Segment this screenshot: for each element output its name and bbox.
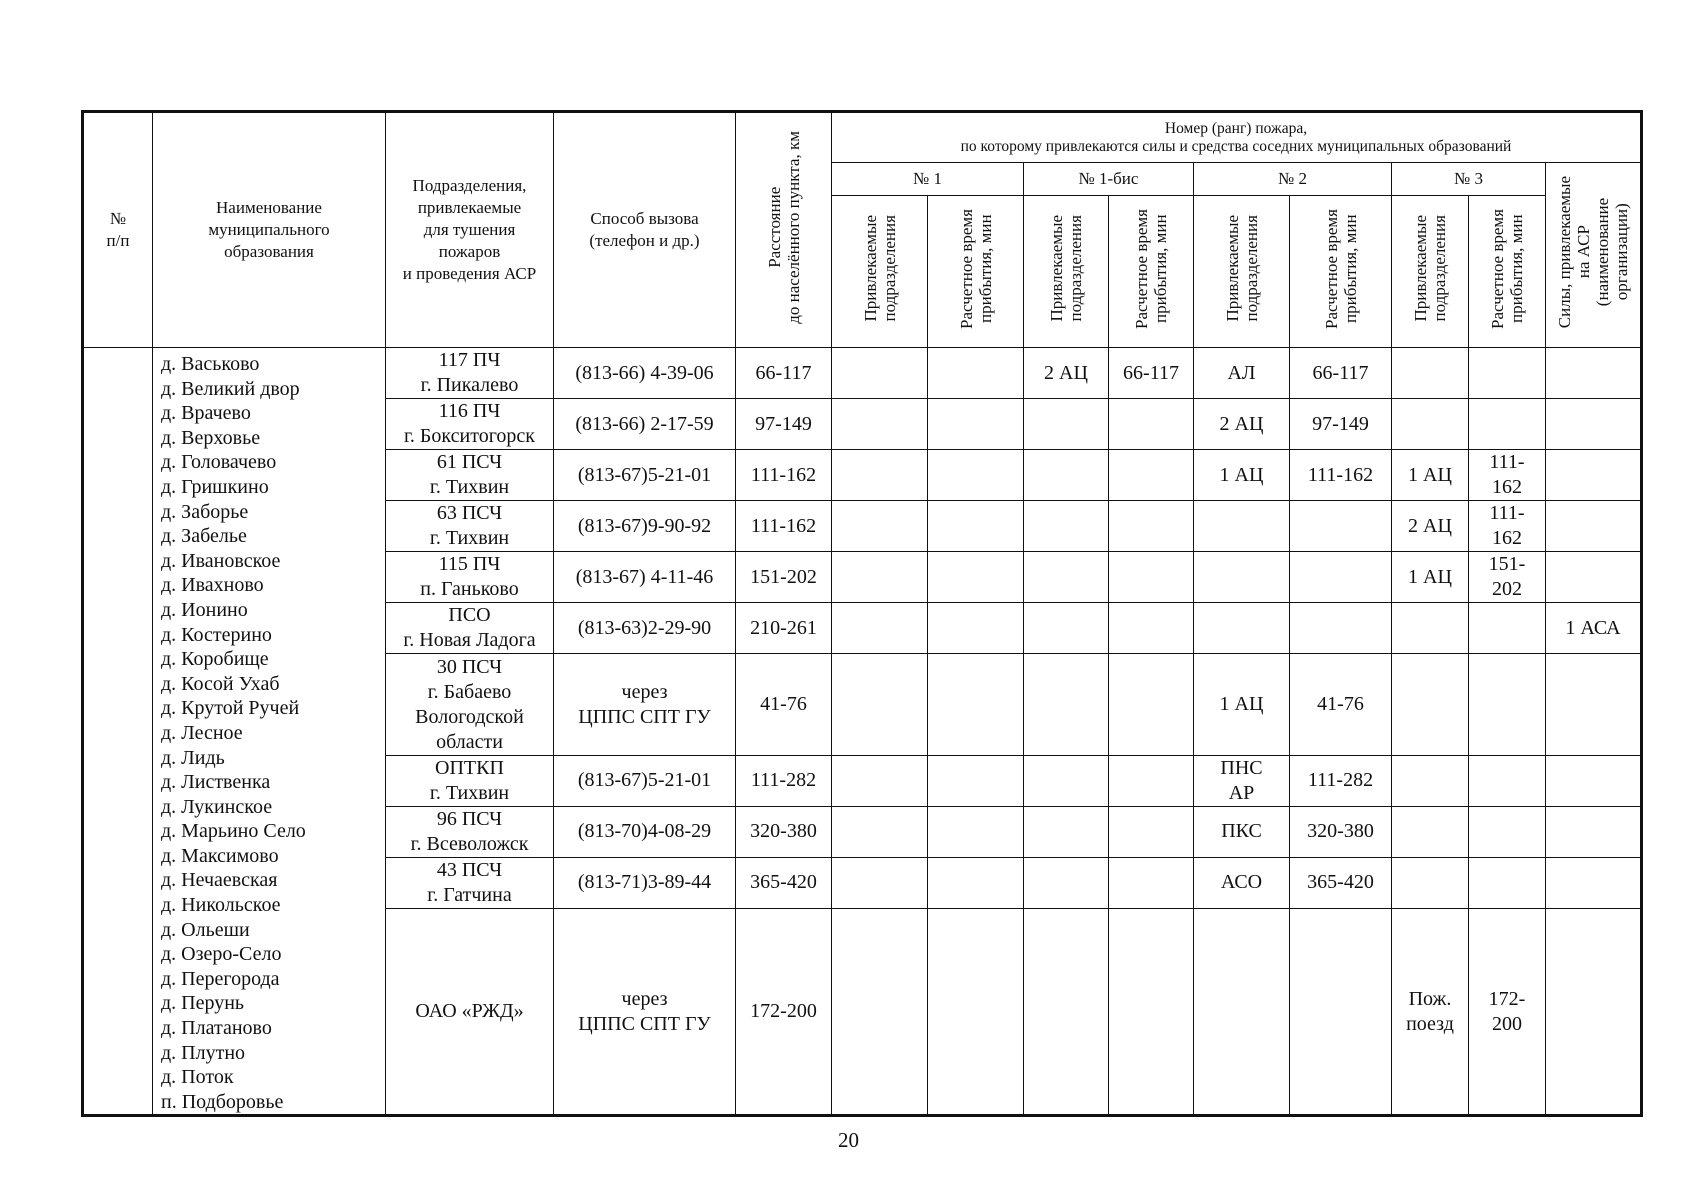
distance-cell: 41-76: [736, 654, 832, 755]
municipality-name: д. Поток: [161, 1066, 234, 1089]
unit-cell: 61 ПСЧ г. Тихвин: [386, 450, 554, 501]
rank-cell: [928, 806, 1024, 857]
fire-forces-table: [81, 110, 1643, 1117]
rank-cell: [928, 399, 1024, 450]
unit-cell: 116 ПЧ г. Бокситогорск: [386, 399, 554, 450]
unit-cell: 30 ПСЧ г. Бабаево Вологодской области: [386, 654, 554, 755]
municipality-name: д. Коробище: [161, 648, 269, 671]
municipality-name: д. Ионино: [161, 598, 248, 621]
unit-cell: 117 ПЧ г. Пикалево: [386, 348, 554, 399]
municipality-name: д. Ольеши: [161, 918, 250, 941]
call-method-cell: (813-67)5-21-01: [554, 450, 736, 501]
rank-cell: [928, 450, 1024, 501]
header-asr-forces: Силы, привлекаемые на АСР (наименование организации): [1546, 163, 1642, 348]
header-units: Подразделения, привлекаемые для тушения пожаров и проведения АСР: [386, 112, 554, 348]
rank-cell: [1109, 806, 1194, 857]
distance-cell: 97-149: [736, 399, 832, 450]
header-arrival-time: Расчетное время прибытия, мин: [928, 196, 1024, 348]
rank-cell: [1109, 908, 1194, 1116]
rank-cell: [1290, 908, 1392, 1116]
rank-cell: [1109, 654, 1194, 755]
municipality-name: д. Васьково: [161, 353, 260, 375]
municipality-name: д. Перунь: [161, 992, 245, 1015]
rank-cell: [1194, 603, 1290, 654]
call-method-cell: через ЦППС СПТ ГУ: [554, 654, 736, 755]
rank-cell: [832, 908, 928, 1116]
municipality-name: д. Головачево: [161, 451, 277, 474]
rank-cell: [1469, 654, 1546, 755]
municipality-name: п. Подборовье: [161, 1090, 284, 1113]
municipality-name: д. Лукинское: [161, 795, 273, 818]
distance-cell: 111-282: [736, 755, 832, 806]
rank-cell: [1469, 603, 1546, 654]
rank-cell: [1469, 348, 1546, 399]
municipality-name: д. Озеро-Село: [161, 943, 282, 966]
rank-cell: [1194, 552, 1290, 603]
rank-cell: [1392, 806, 1469, 857]
municipality-name: д. Забелье: [161, 525, 247, 548]
header-arrival-time: Расчетное время прибытия, мин: [1109, 196, 1194, 348]
municipality-name: д. Ивановское: [161, 549, 281, 572]
rank-cell: 2 АЦ: [1392, 501, 1469, 552]
rank-cell: [1392, 857, 1469, 908]
rank-cell: 111- 162: [1469, 501, 1546, 552]
rank-cell: 1 АЦ: [1194, 450, 1290, 501]
table-row: [83, 348, 1642, 399]
rank-cell: [1109, 552, 1194, 603]
rank-cell: [1392, 348, 1469, 399]
rank-cell: [1024, 857, 1109, 908]
rank-cell: [1469, 806, 1546, 857]
distance-cell: 365-420: [736, 857, 832, 908]
distance-cell: 66-117: [736, 348, 832, 399]
header-attached-units: Привлекаемые подразделения: [1392, 196, 1469, 348]
header-group-1bis: № 1-бис: [1024, 163, 1194, 196]
rank-cell: [1546, 806, 1642, 857]
call-method-cell: (813-67) 4-11-46: [554, 552, 736, 603]
municipality-name: д. Великий двор: [161, 377, 300, 400]
rank-cell: [832, 552, 928, 603]
rank-cell: [1290, 603, 1392, 654]
rank-cell: [928, 501, 1024, 552]
rank-cell: [1024, 654, 1109, 755]
rank-cell: [1546, 552, 1642, 603]
rank-cell: 1 АСА: [1546, 603, 1642, 654]
rank-cell: 1 АЦ: [1392, 552, 1469, 603]
rank-cell: [928, 857, 1024, 908]
municipality-name: д. Плутно: [161, 1041, 246, 1064]
rank-cell: [1290, 552, 1392, 603]
unit-cell: 43 ПСЧ г. Гатчина: [386, 857, 554, 908]
header-number: № п/п: [83, 112, 153, 348]
unit-cell: ОПТКП г. Тихвин: [386, 755, 554, 806]
rank-cell: [832, 603, 928, 654]
rank-cell: 41-76: [1290, 654, 1392, 755]
municipality-name: д. Костерино: [161, 623, 272, 646]
rank-cell: 320-380: [1290, 806, 1392, 857]
distance-cell: 172-200: [736, 908, 832, 1116]
distance-cell: 111-162: [736, 450, 832, 501]
header-group-2: № 2: [1194, 163, 1392, 196]
rank-cell: 2 АЦ: [1194, 399, 1290, 450]
rank-cell: [1024, 552, 1109, 603]
header-attached-units: Привлекаемые подразделения: [832, 196, 928, 348]
call-method-cell: (813-66) 2-17-59: [554, 399, 736, 450]
rank-cell: [1024, 755, 1109, 806]
rank-cell: [1109, 755, 1194, 806]
rank-cell: 365-420: [1290, 857, 1392, 908]
rank-cell: [1546, 755, 1642, 806]
rank-cell: [928, 908, 1024, 1116]
rank-cell: [1392, 603, 1469, 654]
rank-cell: [1194, 501, 1290, 552]
rank-cell: 66-117: [1109, 348, 1194, 399]
header-fire-rank: Номер (ранг) пожара, по которому привлекаются силы и средства соседних муниципальных образований: [832, 112, 1642, 163]
rank-cell: АЛ: [1194, 348, 1290, 399]
rank-cell: [1024, 806, 1109, 857]
rank-cell: 66-117: [1290, 348, 1392, 399]
rank-cell: [928, 654, 1024, 755]
rank-cell: [1392, 654, 1469, 755]
rank-cell: [832, 654, 928, 755]
distance-cell: 320-380: [736, 806, 832, 857]
rank-cell: [1109, 450, 1194, 501]
rank-cell: [1024, 908, 1109, 1116]
municipality-name: д. Крутой Ручей: [161, 697, 300, 720]
rank-cell: [1024, 501, 1109, 552]
rank-cell: [832, 399, 928, 450]
rank-cell: [832, 755, 928, 806]
rank-cell: [1469, 399, 1546, 450]
header-call-method: Способ вызова (телефон и др.): [554, 112, 736, 348]
header-attached-units: Привлекаемые подразделения: [1194, 196, 1290, 348]
rank-cell: [1024, 399, 1109, 450]
municipality-name: д. Платаново: [161, 1017, 272, 1040]
rank-cell: 1 АЦ: [1392, 450, 1469, 501]
rank-cell: [832, 806, 928, 857]
header-municipality: Наименование муниципального образования: [153, 112, 386, 348]
call-method-cell: (813-67)9-90-92: [554, 501, 736, 552]
rank-cell: 2 АЦ: [1024, 348, 1109, 399]
municipality-name: д. Заборье: [161, 500, 249, 523]
rank-cell: [1546, 501, 1642, 552]
municipality-name: д. Марьино Село: [161, 820, 306, 843]
municipality-name: д. Нечаевская: [161, 869, 278, 892]
call-method-cell: (813-63)2-29-90: [554, 603, 736, 654]
rank-cell: ПКС: [1194, 806, 1290, 857]
distance-cell: 111-162: [736, 501, 832, 552]
municipality-name: д. Косой Ухаб: [161, 672, 280, 695]
call-method-cell: (813-70)4-08-29: [554, 806, 736, 857]
municipality-name: д. Лесное: [161, 721, 243, 744]
header-distance: Расстояние до населённого пункта, км: [736, 112, 832, 348]
municipality-name: д. Лиственка: [161, 771, 271, 794]
rank-cell: [1546, 348, 1642, 399]
rank-cell: Пож. поезд: [1392, 908, 1469, 1116]
municipality-name: д. Верховье: [161, 426, 261, 449]
rank-cell: [832, 501, 928, 552]
header-group-1: № 1: [832, 163, 1024, 196]
rank-cell: [928, 755, 1024, 806]
rank-cell: [1546, 399, 1642, 450]
header-group-3: № 3: [1392, 163, 1546, 196]
unit-cell: 115 ПЧ п. Ганьково: [386, 552, 554, 603]
rank-cell: [1109, 501, 1194, 552]
rank-cell: [832, 348, 928, 399]
distance-cell: 210-261: [736, 603, 832, 654]
rank-cell: [928, 348, 1024, 399]
unit-cell: ПСО г. Новая Ладога: [386, 603, 554, 654]
municipality-name: д. Перегорода: [161, 967, 280, 990]
rank-cell: [1546, 857, 1642, 908]
rank-cell: 151- 202: [1469, 552, 1546, 603]
rank-cell: 111-162: [1290, 450, 1392, 501]
rank-cell: [1024, 450, 1109, 501]
rank-cell: 111-282: [1290, 755, 1392, 806]
header-attached-units: Привлекаемые подразделения: [1024, 196, 1109, 348]
rank-cell: [928, 603, 1024, 654]
rank-cell: [1290, 501, 1392, 552]
distance-cell: 151-202: [736, 552, 832, 603]
rank-cell: [832, 857, 928, 908]
rank-cell: [1392, 399, 1469, 450]
rank-cell: [1194, 908, 1290, 1116]
rank-cell: [1024, 603, 1109, 654]
unit-cell: 96 ПСЧ г. Всеволожск: [386, 806, 554, 857]
unit-cell: 63 ПСЧ г. Тихвин: [386, 501, 554, 552]
municipality-name: д. Ивахново: [161, 574, 264, 597]
rank-cell: [1546, 908, 1642, 1116]
header-arrival-time: Расчетное время прибытия, мин: [1469, 196, 1546, 348]
rank-cell: [1109, 603, 1194, 654]
header-arrival-time: Расчетное время прибытия, мин: [1290, 196, 1392, 348]
municipality-name: д. Врачево: [161, 402, 251, 425]
call-method-cell: (813-71)3-89-44: [554, 857, 736, 908]
rank-cell: 97-149: [1290, 399, 1392, 450]
municipality-name: д. Никольское: [161, 894, 281, 917]
rank-cell: [1109, 857, 1194, 908]
rank-cell: [1469, 755, 1546, 806]
rank-cell: 172- 200: [1469, 908, 1546, 1116]
rank-cell: [832, 450, 928, 501]
call-method-cell: через ЦППС СПТ ГУ: [554, 908, 736, 1116]
municipality-name: д. Максимово: [161, 844, 279, 867]
call-method-cell: (813-66) 4-39-06: [554, 348, 736, 399]
rank-cell: [1546, 654, 1642, 755]
page-number: 20: [838, 1128, 859, 1152]
rank-cell: [1546, 450, 1642, 501]
row-number-cell: [83, 348, 153, 1116]
rank-cell: [1392, 755, 1469, 806]
rank-cell: ПНС АР: [1194, 755, 1290, 806]
rank-cell: АСО: [1194, 857, 1290, 908]
rank-cell: [928, 552, 1024, 603]
rank-cell: [1469, 857, 1546, 908]
call-method-cell: (813-67)5-21-01: [554, 755, 736, 806]
unit-cell: ОАО «РЖД»: [386, 908, 554, 1116]
municipality-name: д. Лидь: [161, 746, 225, 769]
rank-cell: 111- 162: [1469, 450, 1546, 501]
rank-cell: 1 АЦ: [1194, 654, 1290, 755]
rank-cell: [1109, 399, 1194, 450]
municipality-names-cell: [153, 348, 386, 1116]
municipality-name: д. Гришкино: [161, 475, 269, 498]
